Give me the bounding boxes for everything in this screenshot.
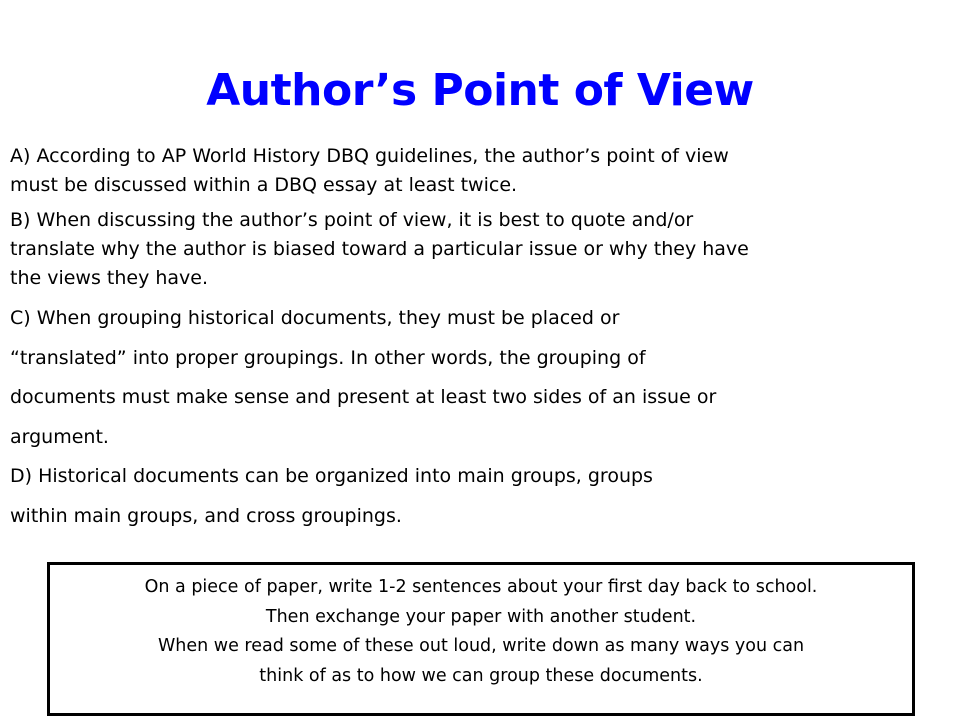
paragraph-d	[10, 457, 944, 536]
paragraph-d-line-2: within main groups, and cross groupings.	[10, 504, 402, 527]
note-line-4: think of as to how we can group these documents.	[259, 665, 703, 686]
paragraph-b-line-3: the views they have.	[10, 267, 209, 289]
slide-body	[10, 142, 944, 536]
paragraph-b-line-1: B) When discussing the author’s point of view, it is best to quote and/or	[10, 209, 694, 231]
paragraph-a	[10, 142, 944, 200]
note-line-2: Then exchange your paper with another student.	[265, 606, 697, 627]
note-line-1: On a piece of paper, write 1-2 sentences about your first day back to school.	[144, 577, 818, 597]
paragraph-a-line-2: must be discussed within a DBQ essay at least twice.	[10, 174, 518, 196]
slide-title: Author’s Point of View	[206, 65, 754, 116]
paragraph-c	[10, 299, 944, 457]
paragraph-b-line-2: translate why the author is biased toward a particular issue or why they have	[10, 238, 749, 260]
paragraph-c-line-4: argument.	[10, 425, 109, 448]
activity-note-box	[47, 562, 915, 716]
paragraph-b	[10, 206, 944, 293]
paragraph-c-line-2: “translated” into proper groupings. In other words, the grouping of	[10, 346, 646, 369]
paragraph-c-line-1: C) When grouping historical documents, they must be placed or	[10, 307, 620, 329]
paragraph-d-line-1: D) Historical documents can be organized into main groups, groups	[10, 465, 653, 487]
note-line-3: When we read some of these out loud, write down as many ways you can	[157, 636, 805, 656]
paragraph-a-line-1: A) According to AP World History DBQ guidelines, the author’s point of view	[10, 145, 729, 167]
paragraph-c-line-3: documents must make sense and present at least two sides of an issue or	[10, 386, 717, 408]
